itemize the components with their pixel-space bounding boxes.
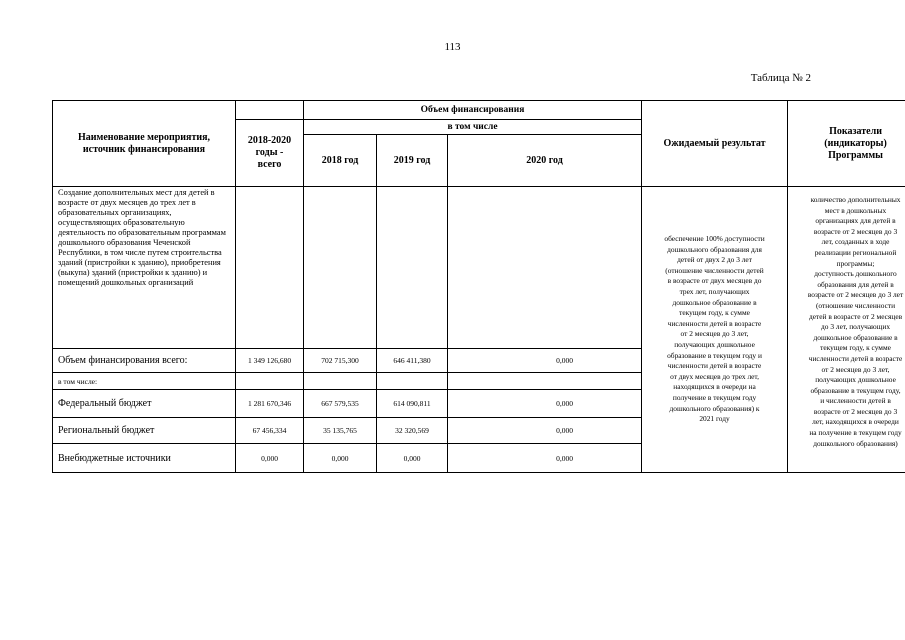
- row-label: Объем финансирования всего:: [53, 349, 236, 373]
- row-total: 67 456,334: [236, 418, 304, 444]
- row-2019: 0,000: [377, 444, 448, 473]
- header-year-2019: 2019 год: [377, 135, 448, 187]
- row-label: в том числе:: [53, 373, 236, 390]
- financing-table: [52, 100, 905, 473]
- header-row-1: [53, 101, 905, 120]
- header-indicators-col: Показатели (индикаторы) Программы: [788, 101, 905, 187]
- row-2019: 646 411,380: [377, 349, 448, 373]
- row-total: 0,000: [236, 444, 304, 473]
- header-year-2020: 2020 год: [448, 135, 642, 187]
- row-2018: 702 715,300: [304, 349, 377, 373]
- row-2020: [448, 373, 642, 390]
- page-number: 113: [444, 41, 461, 53]
- row-2020: 0,000: [448, 390, 642, 418]
- event-row: [53, 187, 905, 349]
- header-name-col: Наименование мероприятия, источник финансирования: [53, 101, 236, 187]
- row-2018: 667 579,535: [304, 390, 377, 418]
- event-total-empty: [236, 187, 304, 349]
- row-2019: [377, 373, 448, 390]
- row-2020: 0,000: [448, 418, 642, 444]
- table-caption: Таблица № 2: [750, 72, 811, 84]
- row-label: Внебюджетные источники: [53, 444, 236, 473]
- row-2019: 32 320,569: [377, 418, 448, 444]
- header-total-top-cell: [236, 101, 304, 120]
- row-label: Федеральный бюджет: [53, 390, 236, 418]
- header-financing-group: Объем финансирования: [304, 101, 642, 120]
- event-2020-empty: [448, 187, 642, 349]
- row-total: 1 281 670,346: [236, 390, 304, 418]
- event-2019-empty: [377, 187, 448, 349]
- row-2018: 35 135,765: [304, 418, 377, 444]
- header-year-2018: 2018 год: [304, 135, 377, 187]
- header-total-col: 2018-2020 годы - всего: [236, 120, 304, 187]
- row-label: Региональный бюджет: [53, 418, 236, 444]
- expected-result: обеспечение 100% доступности дошкольного образования для детей от двух 2 до 3 лет (отношение численности детей в возрасте от двух месяцев до трех лет, получающих дошкольное образование в текущем году, к сумме численности детей в возрасте от 2 месяцев до 3 лет, получающих дошкольное образование в текущем году и численности детей в возрасте от двух месяцев до трех лет, находящихся в очереди на получение в текущем году дошкольного образования) к 2021 году: [642, 187, 788, 473]
- event-2018-empty: [304, 187, 377, 349]
- header-including-group: в том числе: [304, 120, 642, 135]
- header-result-col: Ожидаемый результат: [642, 101, 788, 187]
- row-2020: 0,000: [448, 349, 642, 373]
- program-indicators: количество дополнительных мест в дошкольных организациях для детей в возрасте от 2 месяцев до 3 лет, созданных в ходе реализации региональной программы; доступность дошкольного образования для детей в возрасте от 2 месяцев до 3 лет (отношение численности детей в возрасте от 2 месяцев до 3 лет, получающих дошкольное образование в текущем году, к сумме численности детей в возрасте от 2 месяцев до 3 лет, получающих дошкольное образование в текущем году, и численности детей в возрасте от 2 месяцев до 3 лет, находящихся в очереди на получение в текущем году дошкольного образования): [788, 187, 905, 473]
- row-total: [236, 373, 304, 390]
- row-2019: 614 090,811: [377, 390, 448, 418]
- row-2018: [304, 373, 377, 390]
- row-2020: 0,000: [448, 444, 642, 473]
- row-total: 1 349 126,680: [236, 349, 304, 373]
- row-2018: 0,000: [304, 444, 377, 473]
- event-name: Создание дополнительных мест для детей в возрасте от двух месяцев до трех лет в образовательных организациях, осуществляющих образовательную деятельность по образовательным программам дошкольного образования Чеченской Республики, в том числе путем строительства зданий (пристройки к зданию), приобретения (выкупа) зданий (пристройки к зданию) и помещений дошкольных организаций: [53, 187, 236, 349]
